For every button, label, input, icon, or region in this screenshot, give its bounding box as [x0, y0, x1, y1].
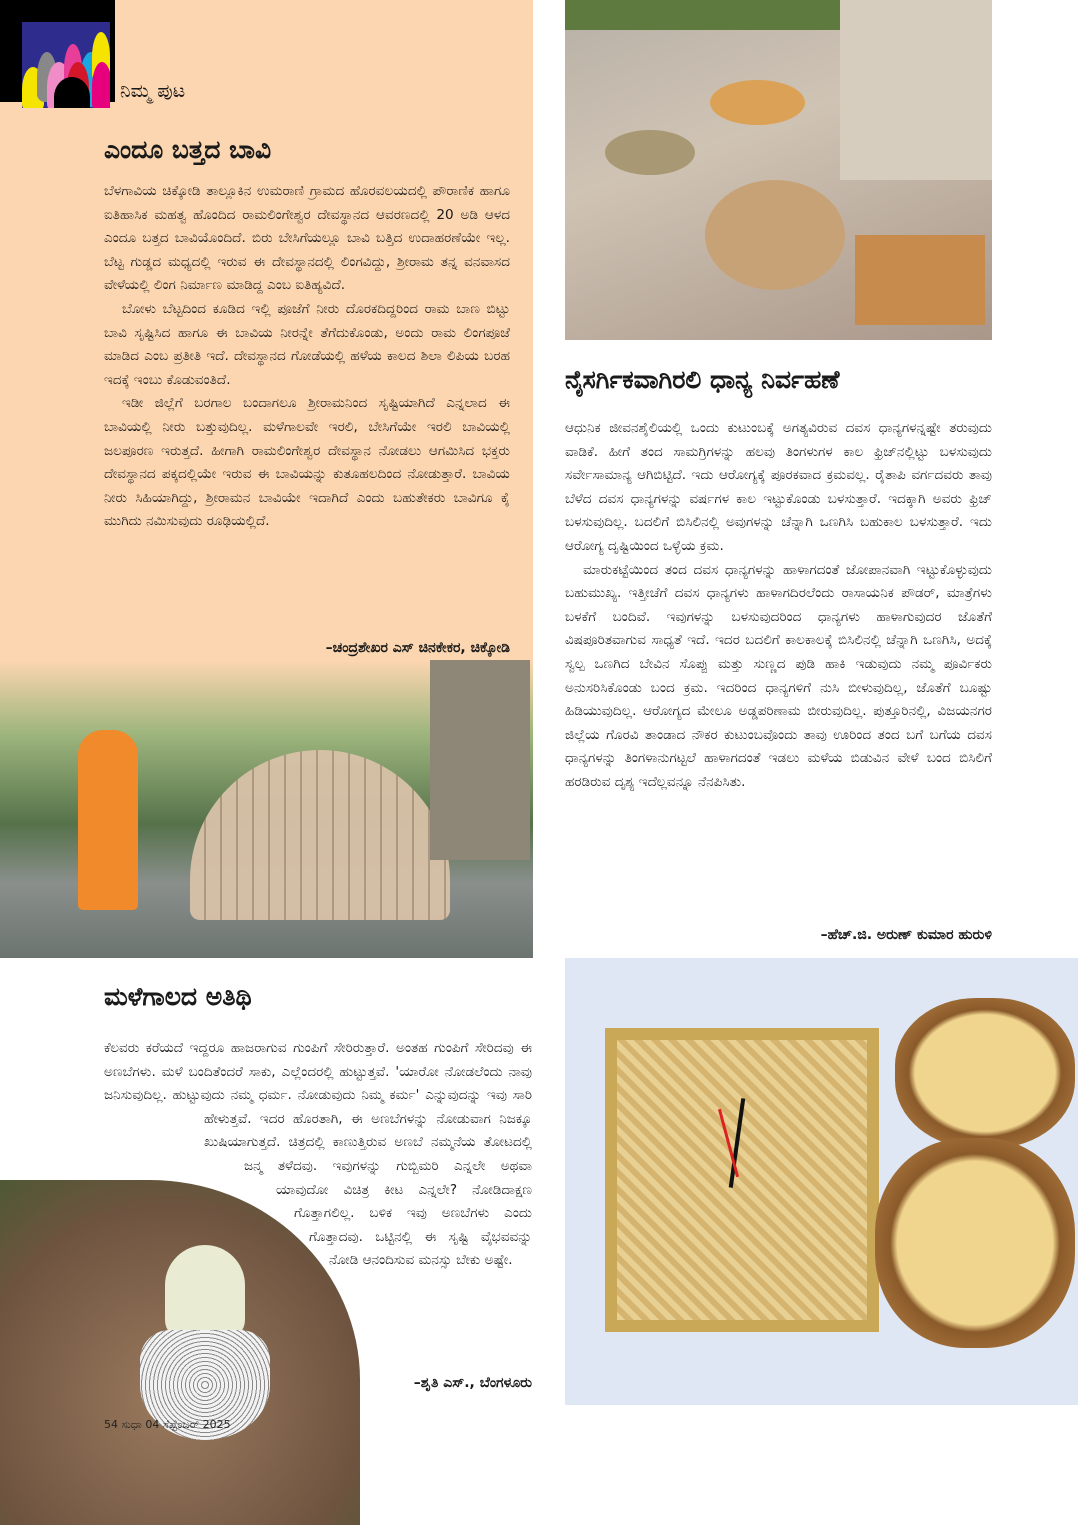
article-body — [565, 417, 992, 795]
page-footer: 54 ಸುಧಾ 04 ಸೆಪ್ಟೆಂಬರ್ 2025 — [104, 1418, 231, 1431]
bamboo-clocks-photo — [565, 958, 1078, 1405]
people-silhouette-logo — [22, 22, 110, 108]
byline: –ಶೃತಿ ಎಸ್., ಬೆಂಗಳೂರು — [413, 1375, 532, 1391]
byline: –ಹೆಚ್.ಜಿ. ಅರುಣ್ ಕುಮಾರ ಹುರುಳಿ — [820, 927, 992, 943]
article-body — [104, 180, 510, 534]
section-label: ನಿಮ್ಮ ಪುಟ — [120, 80, 186, 102]
paragraph: ಮಾರುಕಟ್ಟೆಯಿಂದ ತಂದ ದವಸ ಧಾನ್ಯಗಳನ್ನು ಹಾಳಾಗದಂತೆ ಜೋಪಾನವಾಗಿ ಇಟ್ಟುಕೊಳ್ಳುವುದು ಬಹುಮುಖ್ಯ. ಇತ್ತೀಚೆಗೆ ದವಸ ಧಾನ್ಯಗಳು ಹಾಳಾಗದಿರಲೆಂದು ರಾಸಾಯನಿಕ ಪೌಡರ್, ಮಾತ್ರೆಗಳು ಬಳಕೆಗೆ ಬಂದಿವೆ. ಇವುಗಳನ್ನು ಬಳಸುವುದರಿಂದ ಧಾನ್ಯಗಳು ಹಾಳಾಗುವುದರ ಜೊತೆಗೆ ವಿಷಪೂರಿತವಾಗುವ ಸಾಧ್ಯತೆ ಇದೆ. ಇದರ ಬದಲಿಗೆ ಕಾಲಕಾಲಕ್ಕೆ ಬಿಸಿಲಿನಲ್ಲಿ ಚೆನ್ನಾಗಿ ಒಣಗಿಸಿ, ಅದಕ್ಕೆ ಸ್ವಲ್ಪ ಒಣಗಿದ ಬೇವಿನ ಸೊಪ್ಪು ಮತ್ತು ಸುಣ್ಣದ ಪುಡಿ ಹಾಕಿ ಇಡುವುದು ನಮ್ಮ ಪೂರ್ವಿಕರು ಅನುಸರಿಸಿಕೊಂಡು ಬಂದ ಕ್ರಮ. ಇದರಿಂದ ಧಾನ್ಯಗಳಿಗೆ ನುಸಿ ಬೀಳುವುದಿಲ್ಲ, ಜೊತೆಗೆ ಬೂಷ್ಟು ಹಿಡಿಯುವುದಿಲ್ಲ. ಆರೋಗ್ಯದ ಮೇಲೂ ಅಡ್ಡಪರಿಣಾಮ ಬೀರುವುದಿಲ್ಲ. ಪುತ್ತೂರಿನಲ್ಲಿ, ವಿಜಯನಗರ ಜಿಲ್ಲೆಯ ಗೊರವಿ ತಾಂಡಾದ ನೌಕರ ಕುಟುಂಬವೊಂದು ತಾವು ಊರಿಂದ ತಂದ ಬಗೆ ಬಗೆಯ ದವಸ ಧಾನ್ಯಗಳನ್ನು ತಿಂಗಳಾನುಗಟ್ಟಲೆ ಹಾಳಾಗದಂತೆ ಇಡಲು ಮಳೆಯ ಬಿಡುವಿನ ವೇಳೆ ಬಂದ ಬಿಸಿಲಿಗೆ ಹರಡಿರುವ ದೃಶ್ಯ ಇದೆಲ್ಲವನ್ನೂ ನೆನಪಿಸಿತು. — [565, 561, 992, 790]
article-title: ನೈಸರ್ಗಿಕವಾಗಿರಲಿ ಧಾನ್ಯ ನಿರ್ವಹಣೆ — [565, 365, 840, 394]
article-title: ಎಂದೂ ಬತ್ತದ ಬಾವಿ — [104, 135, 272, 164]
paragraph: ಆಧುನಿಕ ಜೀವನಶೈಲಿಯಲ್ಲಿ ಒಂದು ಕುಟುಂಬಕ್ಕೆ ಅಗತ್ಯವಿರುವ ದವಸ ಧಾನ್ಯಗಳನ್ನಷ್ಟೇ ತರುವುದು ವಾಡಿಕೆ. ಹೀಗೆ ತಂದ ಸಾಮಗ್ರಿಗಳನ್ನು ಹಲವು ತಿಂಗಳುಗಳ ಕಾಲ ಫ್ರಿಜ್‌ನಲ್ಲಿಟ್ಟು ಬಳಸುವುದು ಸರ್ವೇಸಾಮಾನ್ಯ ಆಗಿಬಿಟ್ಟಿದೆ. ಇದು ಆರೋಗ್ಯಕ್ಕೆ ಪೂರಕವಾದ ಕ್ರಮವಲ್ಲ. ರೈತಾಪಿ ವರ್ಗದವರು ತಾವು ಬೆಳೆದ ದವಸ ಧಾನ್ಯಗಳನ್ನು ವರ್ಷಗಳ ಕಾಲ ಇಟ್ಟುಕೊಂಡು ಬಳಸುತ್ತಾರೆ. ಇದಕ್ಕಾಗಿ ಅವರು ಫ್ರಿಜ್ ಬಳಸುವುದಿಲ್ಲ. ಬದಲಿಗೆ ಬಿಸಿಲಿನಲ್ಲಿ ಅವುಗಳನ್ನು ಚೆನ್ನಾಗಿ ಒಣಗಿಸಿ ಬಹುಕಾಲ ಬಳಸುತ್ತಾರೆ. ಇದು ಆರೋಗ್ಯ ದೃಷ್ಟಿಯಿಂದ ಒಳ್ಳೆಯ ಕ್ರಮ. — [565, 420, 992, 554]
article-body — [104, 1037, 532, 1383]
grains-drying-photo — [565, 0, 992, 340]
paragraph: ಬೋಳು ಬೆಟ್ಟದಿಂದ ಕೂಡಿದ ಇಲ್ಲಿ ಪೂಜೆಗೆ ನೀರು ದೊರಕದಿದ್ದರಿಂದ ರಾಮ ಬಾಣ ಬಿಟ್ಟು ಬಾವಿ ಸೃಷ್ಟಿಸಿದ ಹಾಗೂ ಈ ಬಾವಿಯ ನೀರನ್ನೇ ತೆಗೆದುಕೊಂಡು, ಅಂದು ರಾಮ ಲಿಂಗಪೂಜೆ ಮಾಡಿದ ಎಂಬ ಪ್ರತೀತಿ ಇದೆ. ದೇವಸ್ಥಾನದ ಗೋಡೆಯಲ್ಲಿ ಹಳೆಯ ಕಾಲದ ಶಿಲಾ ಲಿಪಿಯ ಬರಹ ಇದಕ್ಕೆ ಇಂಬು ಕೊಡುವಂತಿದೆ. — [104, 300, 510, 388]
paragraph: ಬೆಳಗಾವಿಯ ಚಿಕ್ಕೋಡಿ ತಾಲ್ಲೂಕಿನ ಉಮರಾಣಿ ಗ್ರಾಮದ ಹೊರವಲಯದಲ್ಲಿ ಪೌರಾಣಿಕ ಹಾಗೂ ಐತಿಹಾಸಿಕ ಮಹತ್ವ ಹೊಂದಿದ ರಾಮಲಿಂಗೇಶ್ವರ ದೇವಸ್ಥಾನದ ಆವರಣದಲ್ಲಿ 20 ಅಡಿ ಆಳದ ಎಂದೂ ಬತ್ತದ ಬಾವಿಯೊಂದಿದೆ. ಬಿರು ಬೇಸಿಗೆಯಲ್ಲೂ ಬಾವಿ ಬತ್ತಿದ ಉದಾಹರಣೆಯೇ ಇಲ್ಲ. ಬೆಟ್ಟ ಗುಡ್ಡದ ಮಧ್ಯದಲ್ಲಿ ಇರುವ ಈ ದೇವಸ್ಥಾನದಲ್ಲಿ ಲಿಂಗವಿದ್ದು, ಶ್ರೀರಾಮ ತನ್ನ ವನವಾಸದ ವೇಳೆಯಲ್ಲಿ ಲಿಂಗ ನಿರ್ಮಾಣ ಮಾಡಿದ್ದ ಎಂಬ ಐತಿಹ್ಯವಿದೆ. — [104, 183, 510, 294]
article-title: ಮಳೆಗಾಲದ ಅತಿಥಿ — [104, 982, 252, 1011]
paragraph: ಕೆಲವರು ಕರೆಯದೆ ಇದ್ದರೂ ಹಾಜರಾಗುವ ಗುಂಪಿಗೆ ಸೇರಿರುತ್ತಾರೆ. ಅಂತಹ ಗುಂಪಿಗೆ ಸೇರಿದವು ಈ ಅಣಬೆಗಳು. ಮಳೆ ಬಂದಿತೆಂದರೆ ಸಾಕು, ಎಲ್ಲೆಂದರಲ್ಲಿ ಹುಟ್ಟುತ್ತವೆ. 'ಯಾರೋ ನೋಡಲೆಂದು ನಾವು ಜನಿಸುವುದಿಲ್ಲ. ಹುಟ್ಟುವುದು ನಮ್ಮ ಧರ್ಮ. ನೋಡುವುದು ನಿಮ್ಮ ಕರ್ಮ' ಎನ್ನುವುದನ್ನು ಇವು ಸಾರಿ ಹೇಳುತ್ತವೆ. ಇದರ ಹೊರತಾಗಿ, ಈ ಅಣಬೆಗಳನ್ನು ನೋಡುವಾಗ ನಿಜಕ್ಕೂ ಖುಷಿಯಾಗುತ್ತದೆ. ಚಿತ್ರದಲ್ಲಿ ಕಾಣುತ್ತಿರುವ ಅಣಬೆ ನಮ್ಮನೆಯ ತೋಟದಲ್ಲಿ ಜನ್ಮ ತಳೆದವು. ಇವುಗಳನ್ನು ಗುಬ್ಬಿಮರಿ ಎನ್ನಲೇ ಅಥವಾ ಯಾವುದೋ ವಿಚಿತ್ರ ಕೀಟ ಎನ್ನಲೇ? ನೋಡಿದಾಕ್ಷಣ ಗೊತ್ತಾಗಲಿಲ್ಲ. ಬಳಿಕ ಇವು ಅಣಬೆಗಳು ಎಂದು ಗೊತ್ತಾದವು. ಒಟ್ಟಿನಲ್ಲಿ ಈ ಸೃಷ್ಟಿ ವೈಭವವನ್ನು ನೋಡಿ ಆನಂದಿಸುವ ಮನಸ್ಸು ಬೇಕು ಅಷ್ಟೇ. — [104, 1040, 532, 1269]
paragraph: ಇಡೀ ಜಿಲ್ಲೆಗೆ ಬರಗಾಲ ಬಂದಾಗಲೂ ಶ್ರೀರಾಮನಿಂದ ಸೃಷ್ಟಿಯಾಗಿದೆ ಎನ್ನಲಾದ ಈ ಬಾವಿಯಲ್ಲಿ ನೀರು ಬತ್ತುವುದಿಲ್ಲ. ಮಳೆಗಾಲವೇ ಇರಲಿ, ಬೇಸಿಗೆಯೇ ಇರಲಿ ಬಾವಿಯಲ್ಲಿ ಜಲಪೂರಣ ಇರುತ್ತದೆ. ಹೀಗಾಗಿ ರಾಮಲಿಂಗೇಶ್ವರ ದೇವಸ್ಥಾನ ನೋಡಲು ಆಗಮಿಸಿದ ಭಕ್ತರು ದೇವಸ್ಥಾನದ ಪಕ್ಕದಲ್ಲಿಯೇ ಇರುವ ಈ ಬಾವಿಯನ್ನು ಕುತೂಹಲದಿಂದ ನೋಡುತ್ತಾರೆ. ಬಾವಿಯ ನೀರು ಸಿಹಿಯಾಗಿದ್ದು, ಶ್ರೀರಾಮನ ಬಾವಿಯೇ ಇದಾಗಿದೆ ಎಂದು ಬಹುತೇಕರು ಬಾವಿಗೂ ಕೈ ಮುಗಿದು ನಮಿಸುವುದು ರೂಢಿಯಲ್ಲಿದೆ. — [104, 395, 510, 530]
byline: –ಚಂದ್ರಶೇಖರ ಎಸ್ ಚಿನಕೇಕರ, ಚಿಕ್ಕೋಡಿ — [325, 640, 510, 656]
temple-well-photo — [0, 660, 533, 958]
